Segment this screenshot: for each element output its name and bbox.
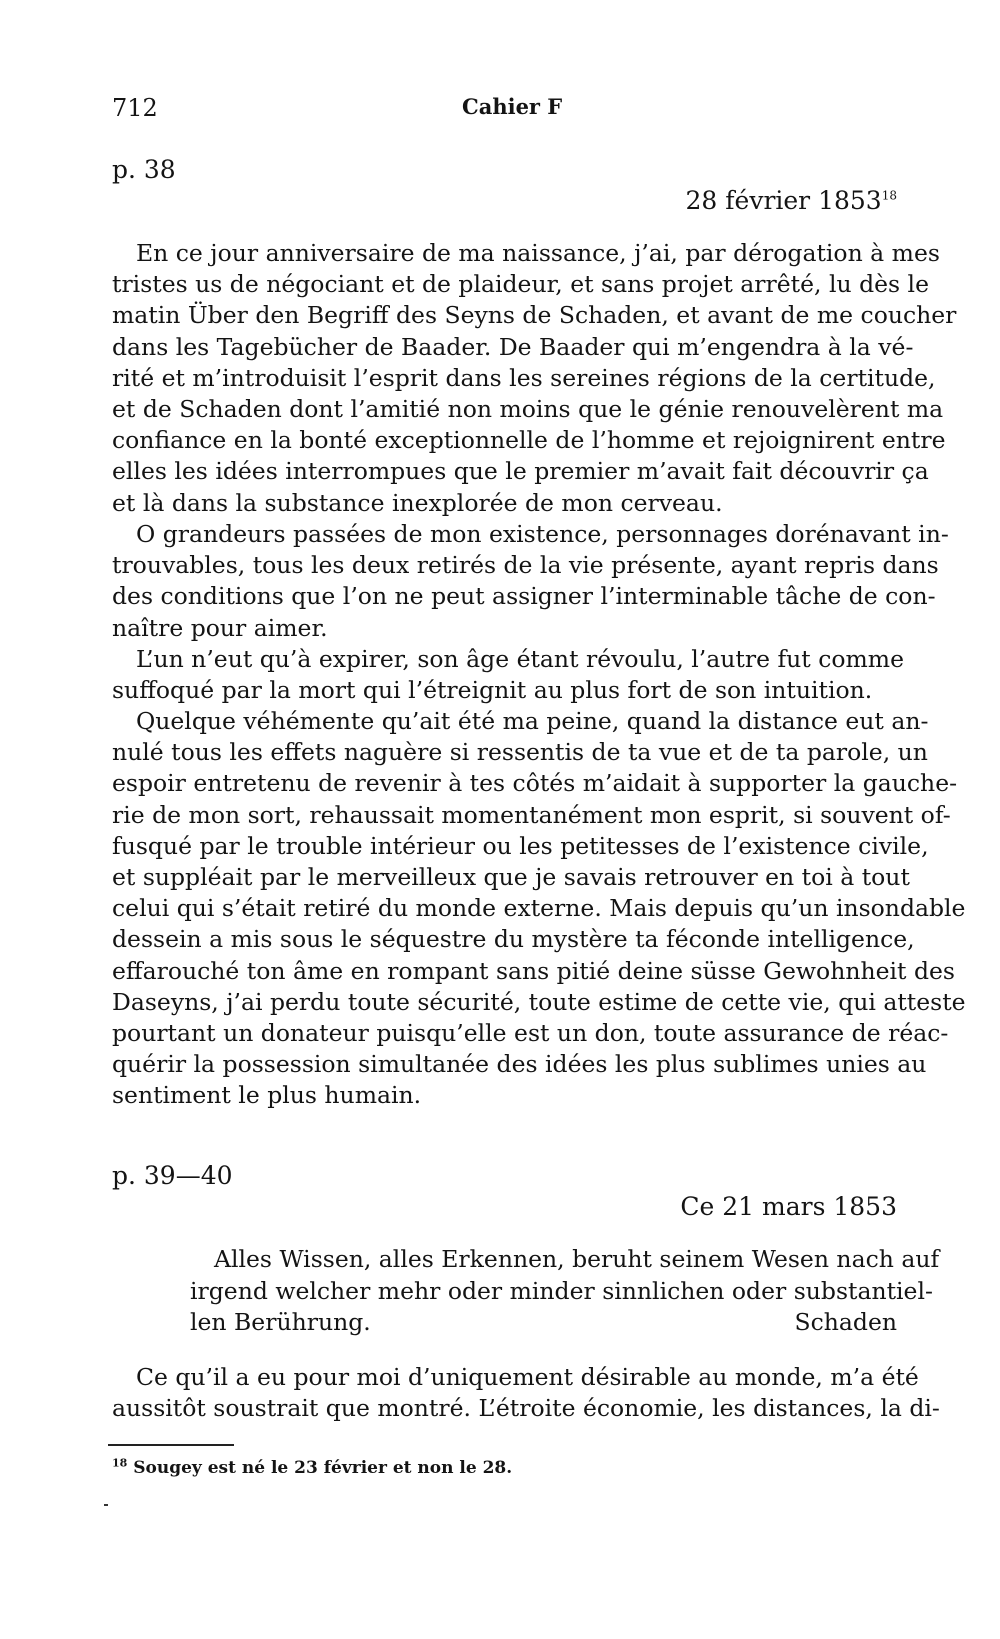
text-line: et de Schaden dont l’amitié non moins que le génie renouvelèrent ma [112,395,944,424]
text-line: O grandeurs passées de mon existence, personnages dorénavant in- [136,520,949,548]
text-line: des conditions que l’on ne peut assigner l’interminable tâche de con- [112,582,936,611]
text-line: et suppléait par le merveilleux que je savais retrouver en toi à tout [112,863,910,892]
footnote-number: 18 [112,1456,128,1470]
text-line: Quelque véhémente qu’ait été ma peine, quand la distance eut an- [136,707,929,735]
text-line: aussitôt soustrait que montré. L’étroite économie, les distances, la di- [112,1394,940,1423]
text-line: celui qui s’était retiré du monde externe. Mais depuis qu’un insondable [112,894,966,923]
entry-date [686,186,897,215]
text-line: L’un n’eut qu’à expirer, son âge étant révoulu, l’autre fut comme [136,645,904,673]
quote-line: irgend welcher mehr oder minder sinnlichen oder substantiel- [190,1276,933,1305]
text-line: elles les idées interrompues que le premier m’avait fait découvrir ça [112,457,929,486]
paragraph-5 [112,1362,940,1424]
page-number: 712 [112,94,158,122]
text-line: matin Über den Begriff des Seyns de Schaden, et avant de me coucher [112,301,957,330]
page-reference: p. 38 [112,155,176,184]
text-line: fusqué par le trouble intérieur ou les petitesses de l’existence civile, [112,831,929,860]
text-line: rie de mon sort, rehaussait momentanément mon esprit, si souvent of- [112,800,951,829]
quote-line: Alles Wissen, alles Erkennen, beruht seinem Wesen nach auf [214,1245,940,1273]
epigraph-quote [190,1244,940,1339]
quote-line [190,1307,897,1339]
text-line: suffoqué par la mort qui l’étreignit au plus fort de son intuition. [112,676,873,705]
quote-author: Schaden [794,1308,897,1336]
quote-line-text: len Berührung. [190,1308,371,1336]
text-line: effarouché ton âme en rompant sans pitié deine süsse Gewohnheit des [112,956,955,985]
text-line: rité et m’introduisit l’esprit dans les sereines régions de la certitude, [112,363,936,392]
text-line: tristes us de négociant et de plaideur, et sans projet arrêté, lu dès le [112,270,929,299]
text-line: dessein a mis sous le séquestre du mystère ta féconde intelligence, [112,925,915,954]
paragraph-2 [112,519,949,644]
text-line: confiance en la bonté exceptionnelle de l’homme et rejoignirent entre [112,426,946,455]
footnote-text: Sougey est né le 23 février et non le 28. [133,1458,513,1478]
scan-speck [104,1504,108,1506]
text-line: naître pour aimer. [112,613,328,642]
text-line: dans les Tagebücher de Baader. De Baader qui m’engendra à la vé- [112,332,914,361]
footnote [112,1458,512,1478]
text-line: pourtant un donateur puisqu’elle est un don, toute assurance de réac- [112,1019,949,1048]
text-line: sentiment le plus humain. [112,1081,422,1110]
page-reference: p. 39—40 [112,1161,233,1190]
entry-date-text: 28 février 1853 [685,186,882,215]
paragraph-3 [112,644,904,706]
running-title: Cahier F [462,94,563,119]
text-line: Ce qu’il a eu pour moi d’uniquement désirable au monde, m’a été [136,1363,919,1391]
paragraph-1 [112,238,957,519]
paragraph-4 [112,706,966,1112]
text-line: En ce jour anniversaire de ma naissance, j’ai, par dérogation à mes [136,239,940,267]
text-line: et là dans la substance inexplorée de mon cerveau. [112,488,723,517]
text-line: trouvables, tous les deux retirés de la vie présente, ayant repris dans [112,551,939,580]
text-line: quérir la possession simultanée des idées les plus sublimes unies au [112,1050,927,1079]
footnote-marker: 18 [881,188,897,203]
text-line: nulé tous les effets naguère si ressentis de ta vue et de ta parole, un [112,738,928,767]
text-line: espoir entretenu de revenir à tes côtés m’aidait à supporter la gauche- [112,769,958,798]
entry-date: Ce 21 mars 1853 [680,1192,897,1221]
footnote-rule [108,1444,234,1446]
text-line: Daseyns, j’ai perdu toute sécurité, toute estime de cette vie, qui atteste [112,987,966,1016]
